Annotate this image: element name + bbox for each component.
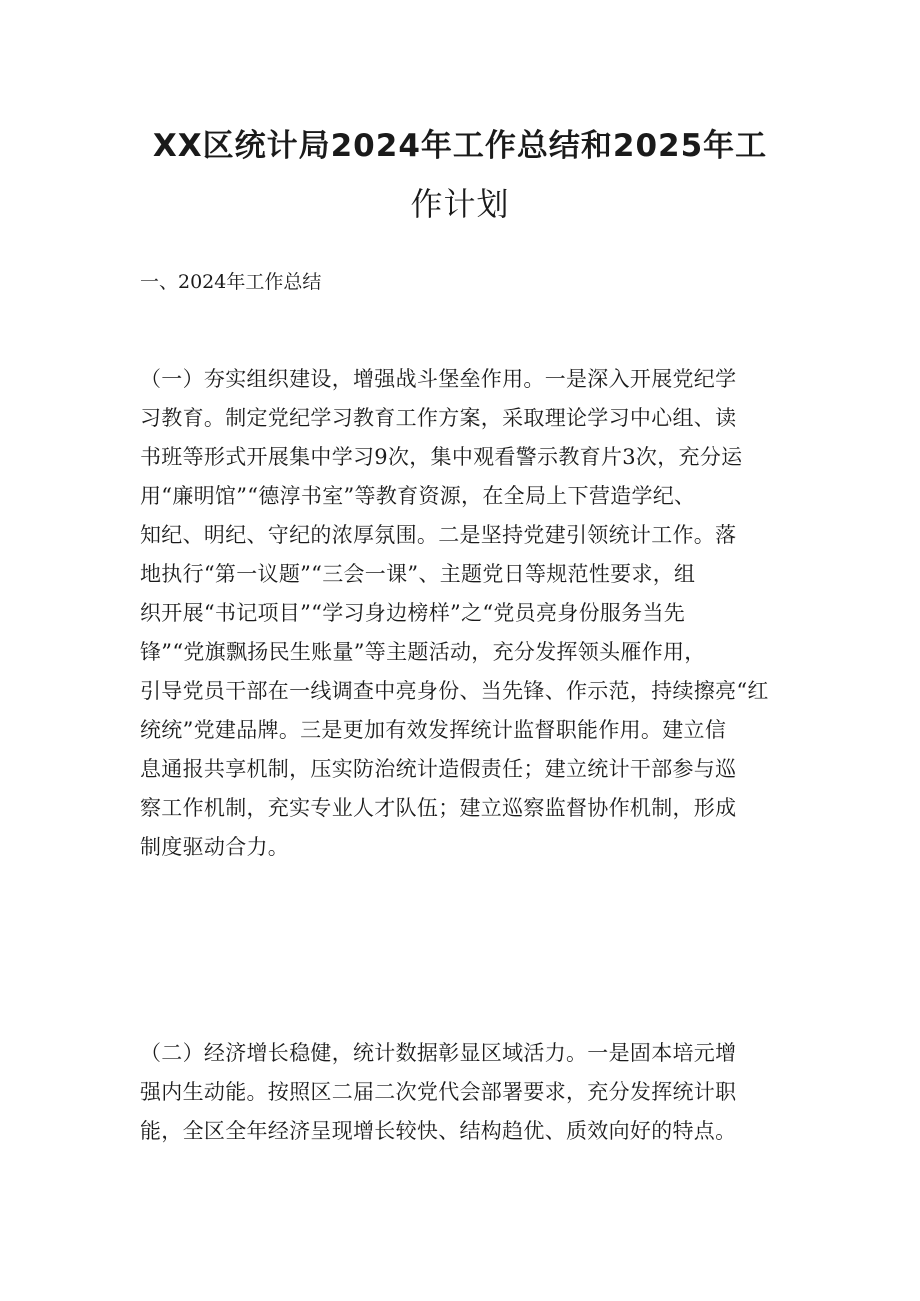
paragraph-line: 能，全区全年经济呈现增长较快、结构趋优、质效向好的特点。 <box>140 1119 737 1143</box>
paragraph-line: 书班等形式开展集中学习9次，集中观看警示教育片3次，充分运 <box>140 445 743 469</box>
paragraph-line: 统统”党建品牌。三是更加有效发挥统计监督职能作用。建立信 <box>140 718 727 742</box>
paragraph-line: 知纪、明纪、守纪的浓厚氛围。二是坚持党建引领统计工作。落 <box>140 523 737 547</box>
paragraph-line: （一）夯实组织建设，增强战斗堡垒作用。一是深入开展党纪学 <box>140 367 737 391</box>
paragraph-line: 察工作机制，充实专业人才队伍；建立巡察监督协作机制，形成 <box>140 796 737 820</box>
paragraph-1 <box>140 360 795 867</box>
paragraph-line: 织开展“书记项目”“学习身边榜样”之“党员亮身份服务当先 <box>140 601 686 625</box>
paragraph-line: 地执行“第一议题”“三会一课”、主题党日等规范性要求，组 <box>140 562 696 586</box>
section-heading: 一、2024年工作总结 <box>140 271 322 293</box>
paragraph-line: 引导党员干部在一线调查中亮身份、当先锋、作示范，持续擦亮“红 <box>140 679 769 703</box>
paragraph-line: 制度驱动合力。 <box>140 835 290 859</box>
paragraph-line: 息通报共享机制，压实防治统计造假责任；建立统计干部参与巡 <box>140 757 737 781</box>
paragraph-line: （二）经济增长稳健，统计数据彰显区域活力。一是固本培元增 <box>140 1041 737 1065</box>
paragraph-2 <box>140 1034 795 1151</box>
paragraph-line: 锋”“党旗飘扬民生账量”等主题活动，充分发挥领头雁作用， <box>140 640 706 664</box>
paragraph-line: 习教育。制定党纪学习教育工作方案，采取理论学习中心组、读 <box>140 406 737 430</box>
document-title-line-1: XX区统计局2024年工作总结和2025年工 <box>152 128 768 164</box>
paragraph-line: 用“廉明馆”“德淳书室”等教育资源，在全局上下营造学纪、 <box>140 484 696 508</box>
paragraph-line: 强内生动能。按照区二届二次党代会部署要求，充分发挥统计职 <box>140 1080 737 1104</box>
document-title-line-2: 作计划 <box>410 185 510 223</box>
